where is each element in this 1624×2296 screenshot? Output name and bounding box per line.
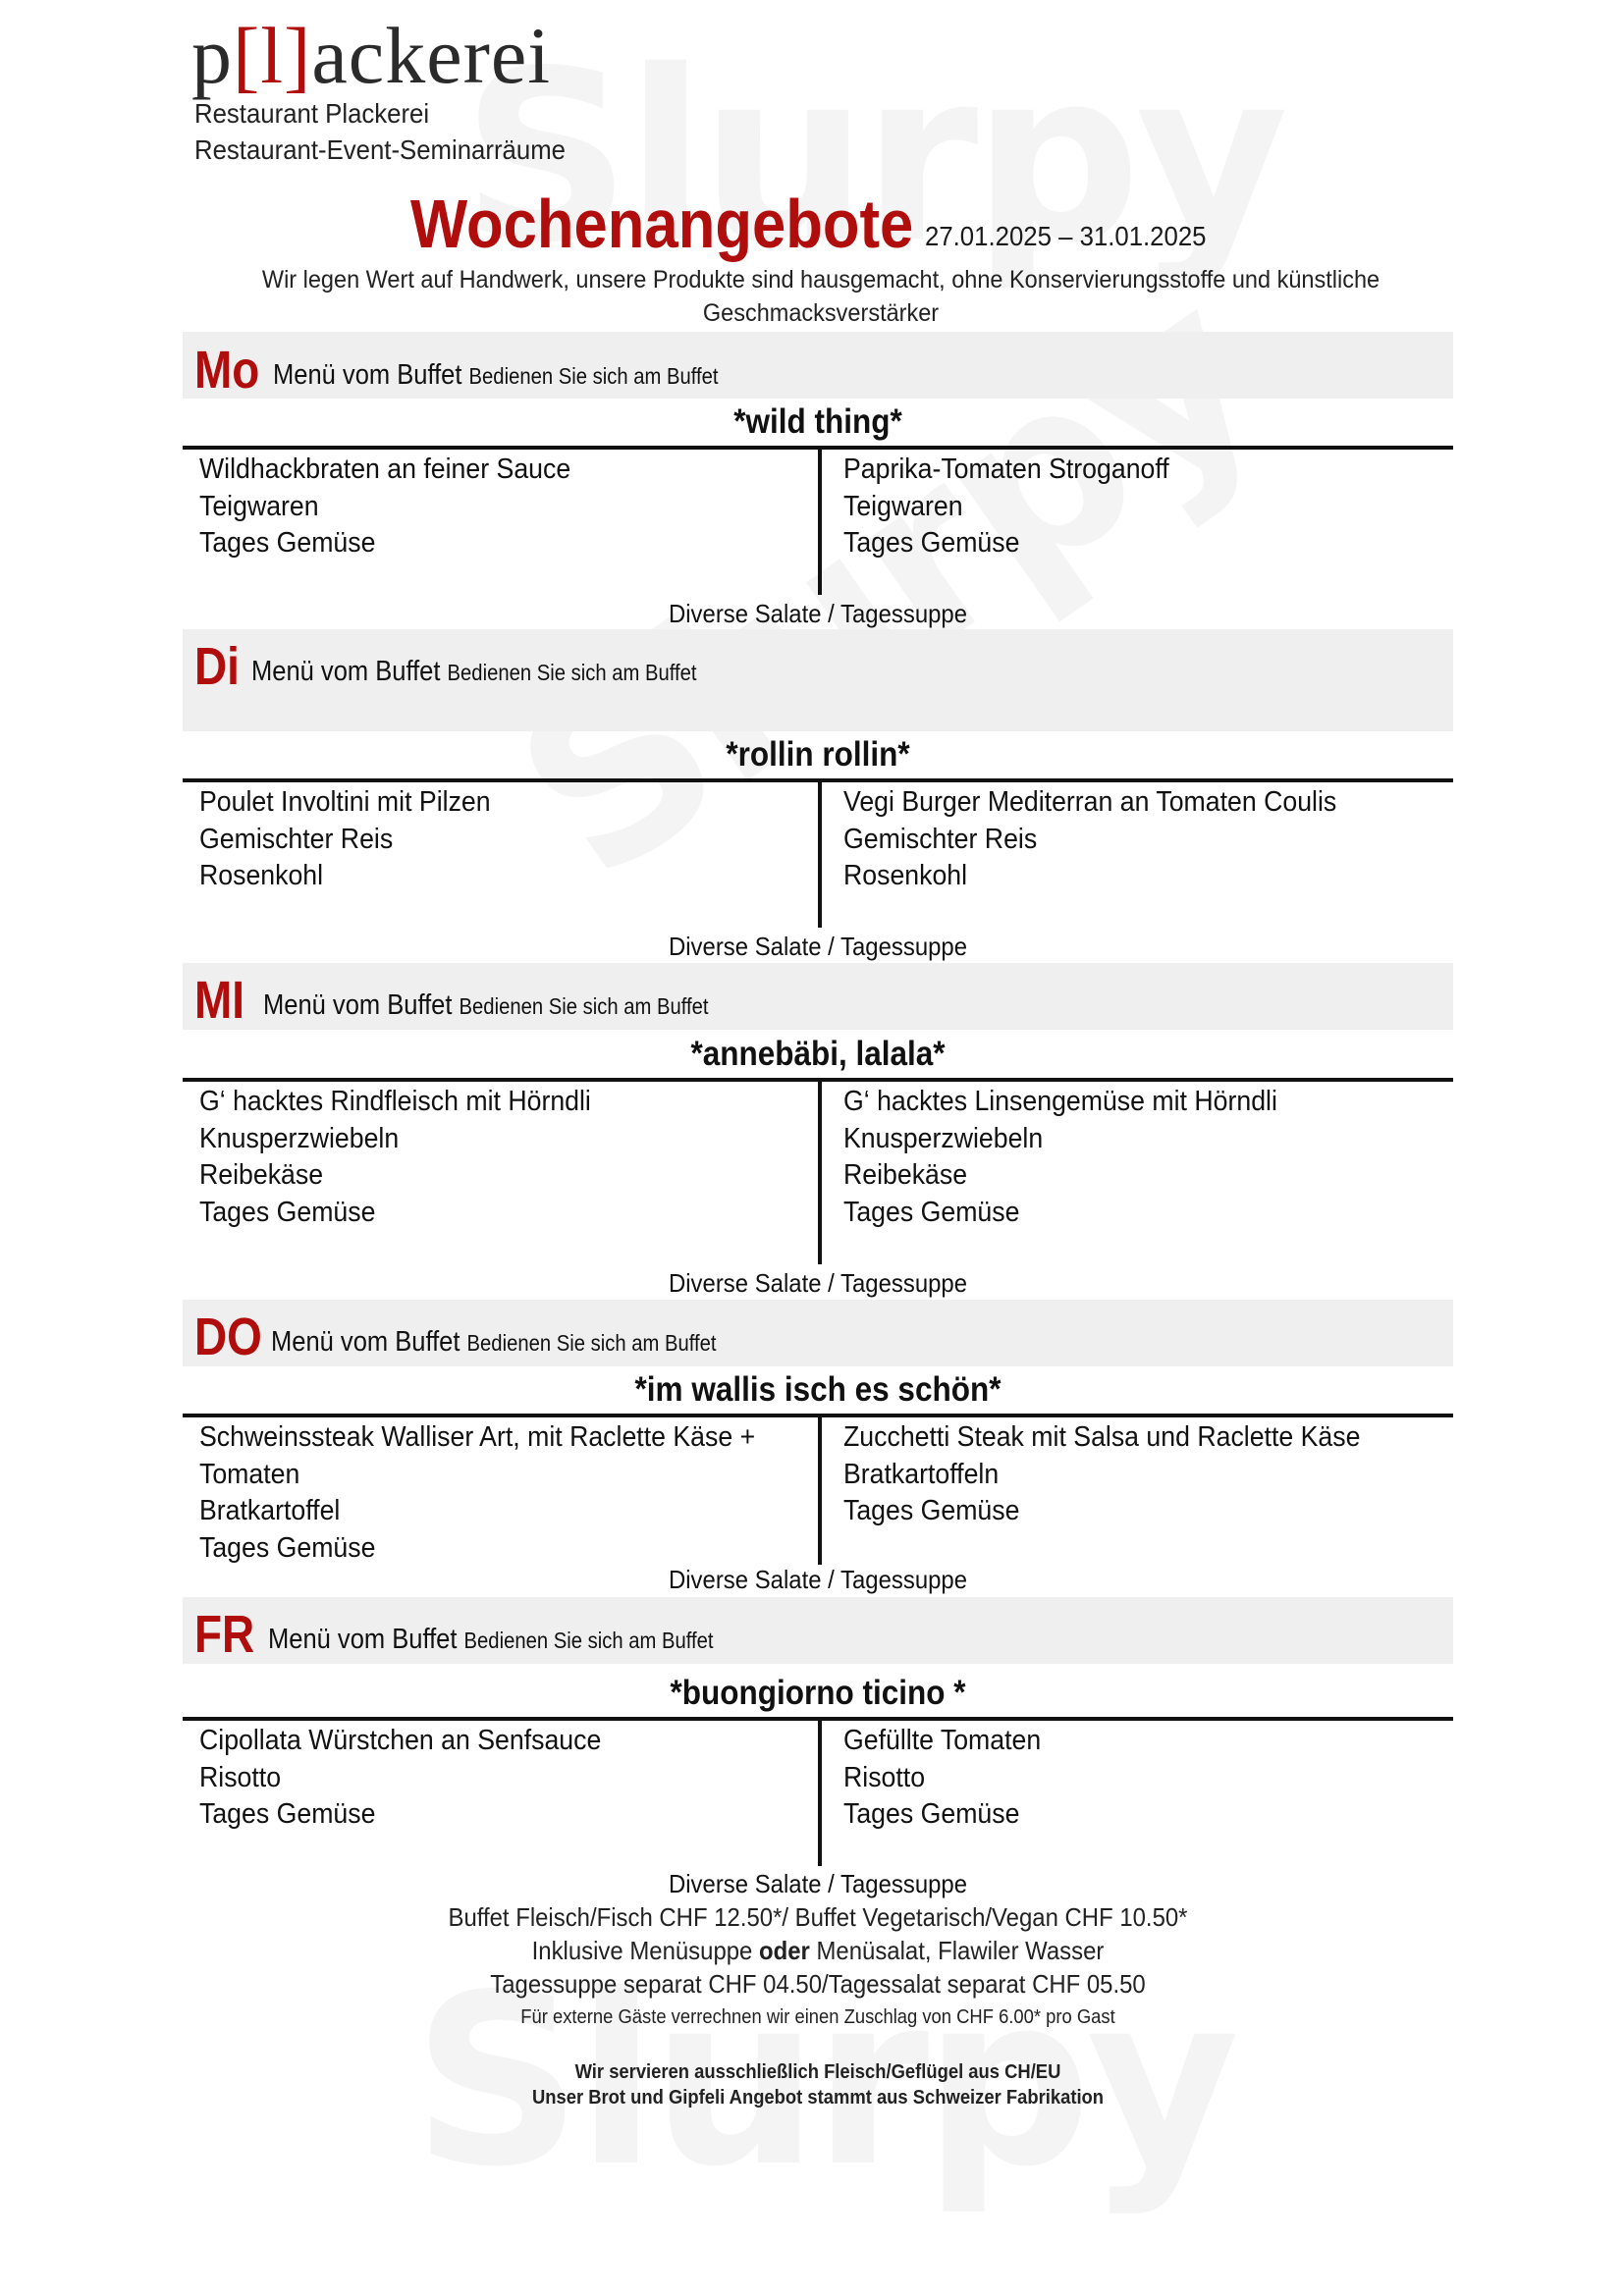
salads-friday: Diverse Salate / Tagessuppe [668, 1869, 968, 1898]
day-menu-thursday: Menü vom Buffet Bedienen Sie sich am Buffet [271, 1326, 717, 1358]
salads-monday: Diverse Salate / Tagessuppe [668, 599, 968, 628]
salads-tuesday: Diverse Salate / Tagessuppe [668, 932, 968, 961]
theme-wednesday: *annebäbi, lalala* [690, 1035, 946, 1073]
page-title: Wochenangebote [410, 186, 914, 262]
theme-friday: *buongiorno ticino * [670, 1674, 966, 1712]
day-code-monday: Mo [194, 341, 260, 400]
column-divider [818, 448, 822, 595]
day-menu-friday: Menü vom Buffet Bedienen Sie sich am Buffet [268, 1624, 714, 1655]
meat-dish-tuesday: Poulet Involtini mit Pilzen Gemischter Reis Rosenkohl [199, 786, 491, 891]
day-code-thursday: DO [194, 1308, 262, 1366]
column-divider [818, 1080, 822, 1264]
theme-tuesday: *rollin rollin* [726, 735, 910, 774]
veg-dish-monday: Paprika-Tomaten Stroganoff Teigwaren Tages Gemüse [843, 454, 1169, 559]
meat-dish-thursday: Schweinssteak Walliser Art, mit Raclette Käse + Tomaten Bratkartoffel Tages Gemüse [199, 1421, 756, 1564]
salads-wednesday: Diverse Salate / Tagessuppe [668, 1268, 968, 1298]
meat-dish-monday: Wildhackbraten an feiner Sauce Teigwaren Tages Gemüse [199, 454, 571, 559]
theme-monday: *wild thing* [733, 402, 902, 441]
inclusive-info: Inklusive Menüsuppe oder Menüsalat, Flawiler Wasser [531, 1936, 1105, 1965]
restaurant-name: Restaurant Plackerei [194, 98, 430, 129]
day-menu-monday: Menü vom Buffet Bedienen Sie sich am Buffet [273, 359, 719, 391]
meat-dish-wednesday: G‘ hacktes Rindfleisch mit Hörndli Knusperzwiebeln Reibekäse Tages Gemüse [199, 1086, 591, 1228]
separate-prices: Tagessuppe separat CHF 04.50/Tagessalat separat CHF 05.50 [490, 1969, 1146, 1999]
salads-thursday: Diverse Salate / Tagessuppe [668, 1565, 968, 1594]
intro-line-2: Geschmacksverstärker [702, 299, 940, 327]
day-code-tuesday: Di [194, 637, 240, 696]
date-range: 27.01.2025 – 31.01.2025 [925, 221, 1207, 251]
veg-dish-tuesday: Vegi Burger Mediterran an Tomaten Coulis Gemischter Reis Rosenkohl [843, 786, 1337, 891]
day-menu-wednesday: Menü vom Buffet Bedienen Sie sich am Buffet [263, 989, 709, 1021]
day-menu-tuesday: Menü vom Buffet Bedienen Sie sich am Buffet [251, 656, 697, 687]
meat-origin-note: Wir servieren ausschließlich Fleisch/Geflügel aus CH/EU [574, 2061, 1061, 2083]
theme-thursday: *im wallis isch es schön* [634, 1370, 1001, 1409]
veg-dish-friday: Gefüllte Tomaten Risotto Tages Gemüse [843, 1725, 1042, 1830]
meat-dish-friday: Cipollata Würstchen an Senfsauce Risotto Tages Gemüse [199, 1725, 602, 1830]
day-code-wednesday: MI [194, 971, 244, 1030]
external-guests-note: Für externe Gäste verrechnen wir einen Zuschlag von CHF 6.00* pro Gast [520, 2006, 1115, 2028]
bread-origin-note: Unser Brot und Gipfeli Angebot stammt aus Schweizer Fabrikation [531, 2087, 1105, 2109]
day-code-friday: FR [194, 1605, 255, 1664]
veg-dish-thursday: Zucchetti Steak mit Salsa und Raclette Käse Bratkartoffeln Tages Gemüse [843, 1421, 1361, 1526]
restaurant-logo: p[l]ackerei [191, 11, 552, 100]
column-divider [818, 1719, 822, 1866]
price-info: Buffet Fleisch/Fisch CHF 12.50*/ Buffet Vegetarisch/Vegan CHF 10.50* [448, 1902, 1188, 1932]
column-divider [818, 1415, 822, 1565]
column-divider [818, 780, 822, 928]
veg-dish-wednesday: G‘ hacktes Linsengemüse mit Hörndli Knusperzwiebeln Reibekäse Tages Gemüse [843, 1086, 1277, 1228]
restaurant-tagline: Restaurant-Event-Seminarräume [194, 134, 566, 165]
intro-line-1: Wir legen Wert auf Handwerk, unsere Produkte sind hausgemacht, ohne Konservierungsstoffe und künstliche [261, 266, 1380, 294]
